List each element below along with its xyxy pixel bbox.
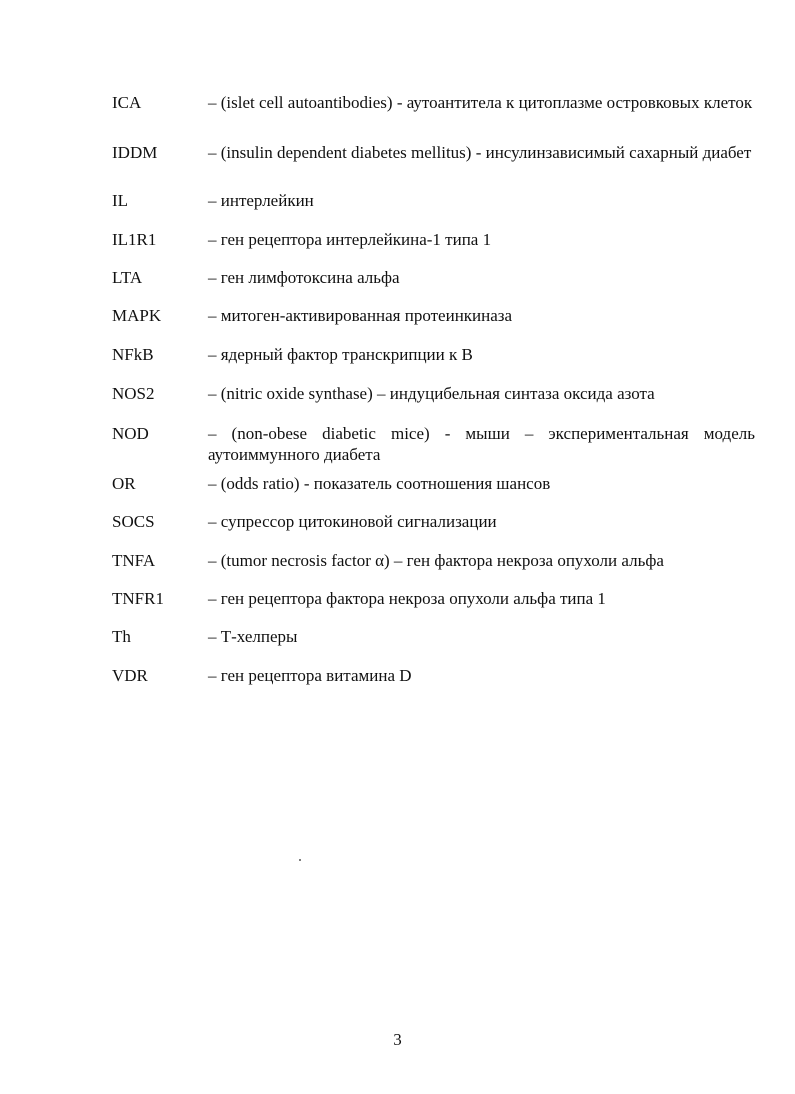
scan-speck — [299, 859, 301, 861]
abbreviation-entry — [112, 626, 755, 647]
abbreviation-definition: – (tumor necrosis factor α) – ген фактора некроза опухоли альфа — [208, 551, 664, 570]
abbreviation-definition: – (nitric oxide synthase) – индуцибельная синтаза оксида азота — [208, 384, 655, 403]
abbreviation-entry — [112, 511, 755, 532]
abbreviation-definition: – интерлейкин — [208, 191, 314, 210]
abbreviation-entry — [112, 190, 755, 211]
abbreviation-term: TNFA — [112, 551, 156, 570]
abbreviation-entry — [112, 423, 755, 465]
abbreviation-entry — [112, 92, 755, 113]
abbreviation-entry — [112, 229, 755, 250]
abbreviation-term: IDDM — [112, 143, 158, 162]
abbreviation-term: NOS2 — [112, 384, 155, 403]
abbreviation-definition: – (odds ratio) - показатель соотношения шансов — [208, 474, 551, 493]
abbreviation-term: NFkB — [112, 345, 154, 364]
abbreviation-term: IL — [112, 191, 129, 210]
page-number: 3 — [393, 1030, 402, 1049]
abbreviation-definition: – (islet cell autoantibodies) - аутоантитела к цитоплазме островковых клеток — [208, 93, 753, 112]
abbreviation-entry — [112, 142, 755, 163]
abbreviation-definition: – ген рецептора интерлейкина-1 типа 1 — [208, 230, 492, 249]
abbreviation-entry — [112, 344, 755, 365]
abbreviation-definition: – супрессор цитокиновой сигнализации — [208, 512, 497, 531]
abbreviation-entry — [112, 473, 755, 494]
abbreviation-term: OR — [112, 474, 136, 493]
abbreviation-definition: – ген рецептора витамина D — [208, 666, 412, 685]
abbreviation-definition: – Т-хелперы — [208, 627, 298, 646]
abbreviation-term: SOCS — [112, 512, 155, 531]
abbreviation-term: TNFR1 — [112, 589, 164, 608]
abbreviation-term: VDR — [112, 666, 148, 685]
abbreviation-entry — [112, 588, 755, 609]
abbreviation-definition: – (insulin dependent diabetes mellitus) - инсулинзависимый сахарный диабет — [208, 143, 752, 162]
abbreviation-term: MAPK — [112, 306, 162, 325]
abbreviation-entry — [112, 383, 755, 404]
abbreviation-definition: – ген лимфотоксина альфа — [208, 268, 400, 287]
abbreviation-entry — [112, 267, 755, 288]
abbreviation-term: Th — [112, 627, 131, 646]
abbreviation-term: ICA — [112, 93, 142, 112]
abbreviation-entry — [112, 550, 755, 571]
abbreviation-entry — [112, 305, 755, 326]
abbreviation-definition: – митоген-активированная протеинкиназа — [208, 306, 513, 325]
abbreviation-term: LTA — [112, 268, 143, 287]
abbreviation-definition: – ядерный фактор транскрипции к В — [208, 345, 473, 364]
abbreviation-definition: – ген рецептора фактора некроза опухоли альфа типа 1 — [208, 589, 606, 608]
abbreviation-term: IL1R1 — [112, 230, 157, 249]
abbreviation-term: NOD — [112, 424, 149, 443]
abbreviation-definition: – (non-obese diabetic mice) - мыши – экспериментальная модель аутоиммунного диабета — [208, 424, 755, 464]
abbreviation-entry — [112, 665, 755, 686]
